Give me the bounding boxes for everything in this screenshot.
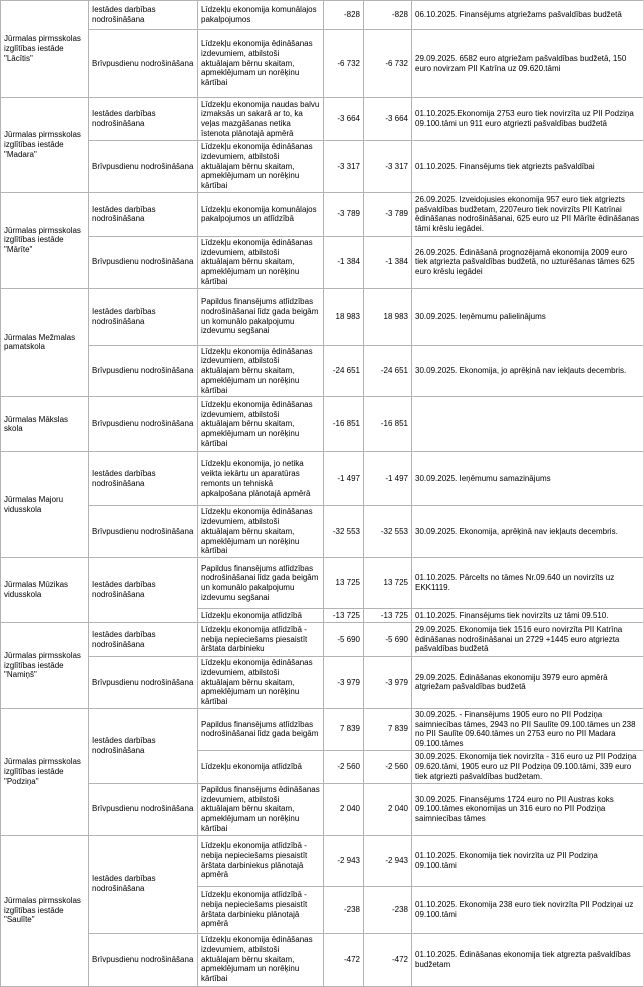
category-cell: Brīvpusdienu nodrošināšana [89,783,198,835]
amount-cell: -3 317 [364,141,412,193]
description-cell: Līdzekļu ekonomija atlīdzībā [198,609,324,623]
institution-cell: Jūrmalas pirmsskolas izglītības iestāde "Saulīte" [1,835,89,986]
description-cell: Līdzekļu ekonomija naudas balvu izmaksās un sakarā ar to, ka veļas mazgāšanas netika īstenota plānotajā apmērā [198,98,324,141]
description-cell: Līdzekļu ekonomija ēdināšanas izdevumiem, atbilstoši aktuālajam bērnu skaitam, apmeklējumam un norēķinu kārtībai [198,345,324,397]
description-cell: Līdzekļu ekonomija atlīdzībā [198,750,324,783]
institution-cell: Jūrmalas pirmsskolas izglītības iestāde "Namiņš" [1,623,89,709]
amount-cell: -472 [364,933,412,986]
table-row [1,657,643,709]
comment-cell: 30.09.2025. Finansējums 1724 euro no PII Austras koks 09.100.tāmes ekonomijas un 316 euro no PII Podziņa saimniecības tāmes [412,783,643,835]
institution-cell: Jūrmalas Mākslas skola [1,397,89,452]
comment-cell: 26.09.2025. Ēdināšanā prognozējamā ekonomija 2009 euro tiek atgriezta pašvaldības budžetā, no uzturēšanas tāmes 625 euro krēslu iegādei [412,236,643,288]
amount-cell: -5 690 [324,623,364,657]
table-row [1,783,643,835]
description-cell: Līdzekļu ekonomija atlīdzībā - nebija nepieciešams piesaistīt ārštata darbiniekus plānotajā apmērā [198,835,324,886]
category-cell: Iestādes darbības nodrošināšana [89,1,198,30]
comment-cell: 01.10.2025.Ekonomija 2753 euro tiek novirzīta uz PII Podziņa 09.100.tāmi un 911 euro atgriezti pašvaldības budžetā [412,98,643,141]
description-cell: Līdzekļu ekonomija komunālajos pakalpojumos [198,1,324,30]
category-cell: Brīvpusdienu nodrošināšana [89,236,198,288]
amount-cell: -472 [324,933,364,986]
amount-cell: 2 040 [364,783,412,835]
amount-cell: -16 851 [324,397,364,452]
description-cell: Līdzekļu ekonomija ēdināšanas izdevumiem, atbilstoši aktuālajam bērnu skaitam, apmeklējumam un norēķinu kārtībai [198,657,324,709]
table-row [1,1,643,30]
category-cell: Iestādes darbības nodrošināšana [89,98,198,141]
table-row [1,30,643,98]
description-cell: Līdzekļu ekonomija ēdināšanas izdevumiem, atbilstoši aktuālajam bērnu skaitam, apmeklējumam un norēķinu kārtībai [198,506,324,558]
description-cell: Līdzekļu ekonomija ēdināšanas izdevumiem, atbilstoši aktuālajam bērnu skaitam, apmeklējumam un norēķinu kārtībai [198,141,324,193]
category-cell: Iestādes darbības nodrošināšana [89,708,198,783]
description-cell: Papildus finansējums ēdināšanas izdevumiem, atbilstoši aktuālajam bērnu skaitam, apmeklējumam un norēķinu kārtībai [198,783,324,835]
institution-cell: Jūrmalas Mežmalas pamatskola [1,288,89,397]
amount-cell: 2 040 [324,783,364,835]
table-row [1,236,643,288]
amount-cell: 13 725 [324,558,364,609]
amount-cell: -2 943 [364,835,412,886]
amount-cell: 13 725 [364,558,412,609]
category-cell: Brīvpusdienu nodrošināšana [89,657,198,709]
amount-cell: -24 651 [364,345,412,397]
amount-cell: -828 [364,1,412,30]
description-cell: Līdzekļu ekonomija ēdināšanas izdevumiem, atbilstoši aktuālajam bērnu skaitam, apmeklējumam un norēķinu kārtībai [198,397,324,452]
table-row [1,345,643,397]
amount-cell: -16 851 [364,397,412,452]
comment-cell: 30.09.2025. - Finansējums 1905 euro no PII Podziņa saimniecības tāmes, 2943 no PII Saulīte 09.100.tāmes un 238 no PII Saulīte 09.640.tāmes un 2753 euro no PII Madara 09.100.tāmes [412,708,643,750]
description-cell: Līdzekļu ekonomija atlīdzībā - nebija nepieciešams piesaistīt ārštata darbinieku [198,623,324,657]
amount-cell: -3 317 [324,141,364,193]
comment-cell: 01.10.2025. Ekonomija tiek novirzīta uz PII Podziņa 09.100.tāmi [412,835,643,886]
comment-cell: 01.10.2025. Finansējums tiek atgriezts pašvaldībai [412,141,643,193]
institution-cell: Jūrmalas Mūzikas vidusskola [1,558,89,623]
comment-cell: 01.10.2025. Finansējums tiek novirzīts uz tāmi 09.510. [412,609,643,623]
amount-cell: 7 839 [364,708,412,750]
description-cell: Līdzekļu ekonomija ēdināšanas izdevumiem, atbilstoši aktuālajam bērnu skaitam, apmeklējumam un norēķinu kārtībai [198,30,324,98]
comment-cell: 30.09.2025. Ekonomija, aprēķinā nav iekļauts decembris. [412,506,643,558]
amount-cell: -3 664 [324,98,364,141]
amount-cell: -2 560 [364,750,412,783]
amount-cell: -3 664 [364,98,412,141]
table-row [1,98,643,141]
description-cell: Papildus finansējums atlīdzības nodrošināšanai līdz gada beigām un komunālo pakalpojumu izdevumu segšanai [198,558,324,609]
institution-cell: Jūrmalas pirmsskolas izglītības iestāde "Madara" [1,98,89,193]
description-cell: Līdzekļu ekonomija atlīdzībā - nebija nepieciešams piesaistīt ārštata darbinieku plānotajā apmērā [198,886,324,933]
amount-cell: 18 983 [364,288,412,345]
amount-cell: -3 979 [364,657,412,709]
amount-cell: -2 943 [324,835,364,886]
comment-cell [412,397,643,452]
amount-cell: -5 690 [364,623,412,657]
amount-cell: -32 553 [324,506,364,558]
comment-cell: 29.09.2025. Ēdināšanas ekonomiju 3979 euro apmērā atgriežam pašvaldības budžetā [412,657,643,709]
amount-cell: -1 497 [324,452,364,506]
amount-cell: -6 732 [364,30,412,98]
category-cell: Iestādes darbības nodrošināšana [89,288,198,345]
category-cell: Iestādes darbības nodrošināšana [89,835,198,933]
amount-cell: -238 [324,886,364,933]
amount-cell: -6 732 [324,30,364,98]
institution-cell: Jūrmalas pirmsskolas izglītības iestāde "Mārīte" [1,192,89,288]
table-row [1,623,643,657]
category-cell: Brīvpusdienu nodrošināšana [89,141,198,193]
institution-cell: Jūrmalas Majoru vidusskola [1,452,89,558]
category-cell: Iestādes darbības nodrošināšana [89,558,198,623]
comment-cell: 01.10.2025. Ekonomija 238 euro tiek novirzīta PII Podziņai uz 09.100.tāmi [412,886,643,933]
comment-cell: 06.10.2025. Finansējums atgriežams pašvaldības budžetā [412,1,643,30]
category-cell: Brīvpusdienu nodrošināšana [89,30,198,98]
table-row [1,192,643,236]
category-cell: Iestādes darbības nodrošināšana [89,623,198,657]
table-row [1,506,643,558]
amount-cell: -1 384 [364,236,412,288]
category-cell: Brīvpusdienu nodrošināšana [89,506,198,558]
comment-cell: 26.09.2025. Izveidojusies ekonomija 957 euro tiek atgriezts pašvaldības budžetam, 2207euro tiek novirzīts PII Katrīnai ēdināšanas nodrošināšanai, 625 euro uz PII Mārīte ēdināšanas tāmi krēslu iegādei. [412,192,643,236]
table-row [1,397,643,452]
amount-cell: -24 651 [324,345,364,397]
description-cell: Līdzekļu ekonomija, jo netika veikta iekārtu un aparatūras remonts un tehniskā apkalpošana plānotajā apmērā [198,452,324,506]
table-row [1,558,643,609]
institution-cell: Jūrmalas pirmsskolas izglītības iestāde "Podziņa" [1,708,89,835]
amount-cell: -3 789 [364,192,412,236]
amount-cell: -13 725 [364,609,412,623]
institution-cell: Jūrmalas pirmsskolas izglītības iestāde "Lācītis" [1,1,89,98]
table-row [1,141,643,193]
category-cell: Brīvpusdienu nodrošināšana [89,933,198,986]
description-cell: Līdzekļu ekonomija komunālajos pakalpojumos un atlīdzībā [198,192,324,236]
amount-cell: -2 560 [324,750,364,783]
comment-cell: 30.09.2025. Ieņēmumu palielinājums [412,288,643,345]
table-row [1,288,643,345]
comment-cell: 30.09.2025. Ekonomija tiek novirzīta - 316 euro uz PII Podziņa 09.620.tāmi, 1905 euro uz PII Podziņa 09.100.tāmi, 339 euro tiek atgriezti pašvaldības budžetam. [412,750,643,783]
comment-cell: 01.10.2025. Ēdināšanas ekonomija tiek atgrezta pašvaldības budžetam [412,933,643,986]
comment-cell: 29.09.2025. Ekonomija tiek 1516 euro novirzīta PII Katrīna ēdināšanas nodrošināšanai un 2729 +1445 euro atgriezta pašvaldības budžetā [412,623,643,657]
amount-cell: -32 553 [364,506,412,558]
comment-cell: 30.09.2025. Ekonomija, jo aprēķinā nav iekļauts decembris. [412,345,643,397]
description-cell: Līdzekļu ekonomija ēdināšanas izdevumiem, atbilstoši aktuālajam bērnu skaitam, apmeklējumam un norēķinu kārtībai [198,933,324,986]
comment-cell: 30.09.2025. Ieņēmumu samazinājums [412,452,643,506]
amount-cell: -3 979 [324,657,364,709]
category-cell: Brīvpusdienu nodrošināšana [89,345,198,397]
table-row [1,835,643,886]
comment-cell: 29.09.2025. 6582 euro atgriežam pašvaldības budžetā, 150 euro novirzam PII Katrīna uz 09.620.tāmi [412,30,643,98]
amount-cell: -1 497 [364,452,412,506]
amount-cell: -3 789 [324,192,364,236]
description-cell: Papildus finansējums atlīdzības nodrošināšanai līdz gada beigām un komunālo pakalpojumu izdevumu segšanai [198,288,324,345]
amount-cell: -828 [324,1,364,30]
table-row [1,452,643,506]
category-cell: Iestādes darbības nodrošināšana [89,192,198,236]
table-row [1,933,643,986]
amount-cell: -1 384 [324,236,364,288]
description-cell: Līdzekļu ekonomija ēdināšanas izdevumiem, atbilstoši aktuālajam bērnu skaitam, apmeklējumam un norēķinu kārtībai [198,236,324,288]
amount-cell: -238 [364,886,412,933]
amount-cell: 7 839 [324,708,364,750]
amount-cell: 18 983 [324,288,364,345]
amount-cell: -13 725 [324,609,364,623]
category-cell: Iestādes darbības nodrošināšana [89,452,198,506]
comment-cell: 01.10.2025. Pārcelts no tāmes Nr.09.640 un novirzīts uz EKK1119. [412,558,643,609]
category-cell: Brīvpusdienu nodrošināšana [89,397,198,452]
table-row [1,708,643,750]
description-cell: Papildus finansējums atlīdzības nodrošināšanai līdz gada beigām [198,708,324,750]
